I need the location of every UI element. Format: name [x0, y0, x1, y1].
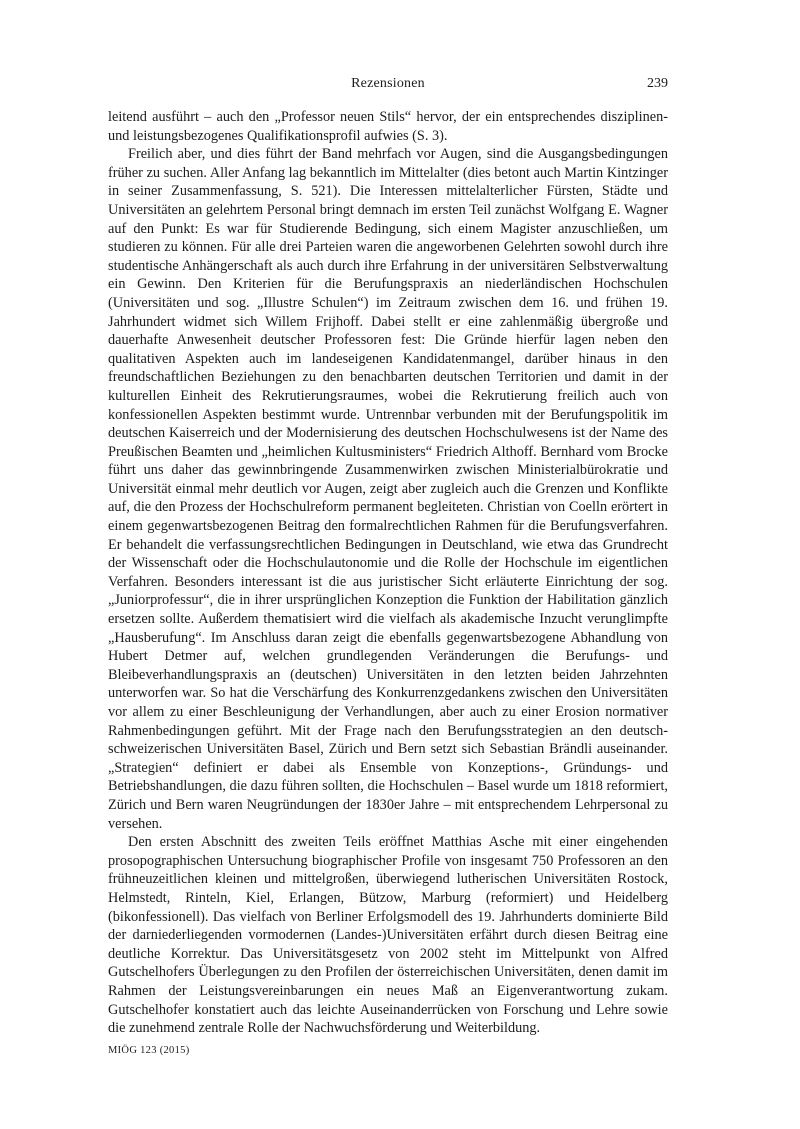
running-title: Rezensionen — [351, 76, 425, 91]
running-head — [108, 76, 668, 96]
paragraph-first-part: Freilich aber, und dies führt der Band mehrfach vor Augen, sind die Ausgangsbedingungen früher zu suchen. Aller Anfang lag bekanntlich im Mittelalter (dies betont auch Martin Kintzinger in seiner Zusammenfassung, S. 521). Die Interessen mittelalterlicher Fürsten, Städte und Universitäten an gelehrtem Personal bringt demnach im ersten Teil zunächst Wolfgang E. Wagner auf den Punkt: Es war für Studierende Bedingung, sich einem Magister anzuschließen, um studieren zu können. Für alle drei Parteien waren die angeworbenen Gelehrten sowohl durch ihre studentische Anhängerschaft als auch durch ihre Erfahrung in der universitären Selbstverwaltung ein Gewinn. Den Kriterien für die Berufungspraxis an niederländischen Hochschulen (Universitäten und sog. „Illustre Schulen“) im Zeitraum zwischen dem 16. und frühen 19. Jahrhundert widmet sich Willem Frijhoff. Dabei stellt er eine zahlenmäßig übergroße und dauerhafte Anwesenheit deutscher Professoren fest: Die Gründe hierfür lagen neben den qualitativen Aspekten auch im landeseigenen Kandidatenmangel, darüber hinaus in den freundschaftlichen Beziehungen zu den benachbarten deutschen Territorien und damit in der kulturellen Einheit des Rekrutierungsraumes, wobei die Rekrutierung freilich auch von konfessionellen Aspekten bestimmt wurde. Untrennbar verbunden mit der Berufungspolitik im deutschen Kaiserreich und der Modernisierung des deutschen Hochschulwesens ist der Name des Preußischen Beamten und „heimlichen Kultusministers“ Friedrich Althoff. Bernhard vom Brocke führt uns daher das gewinnbringende Zusammenwirken zwischen Ministerialbürokratie und Universität einmal mehr deutlich vor Augen, zeigt aber zugleich auch die Grenzen und Konflikte auf, die den Prozess der Hochschulreform permanent begleiteten. Christian von Coelln erörtert in einem gegenwartsbezogenen Beitrag den formalrechtlichen Rahmen für die Berufungsverfahren. Er behandelt die verfassungsrechtlichen Bedingungen in Deutschland, wie etwa das Grundrecht der Wissenschaft oder die Hochschulautonomie und die Rolle der Hochschule im eigentlichen Verfahren. Besonders interessant ist die aus juristischer Sicht erläuterte Einrichtung der sog. „Juniorprofessur“, die in ihrer ursprünglichen Konzeption die Funktion der Habilitation gänzlich ersetzen sollte. Außerdem thematisiert wird die vielfach als akademische Inzucht verunglimpfte „Hausberufung“. Im Anschluss daran zeigt die ebenfalls gegenwartsbezogene Abhandlung von Hubert Detmer auf, welchen grundlegenden Veränderungen die Berufungs- und Bleibeverhandlungspraxis an (deutschen) Universitäten in den letzten beiden Jahrzehnten unterworfen war. So hat die Verschärfung des Konkurrenzgedankens zwischen den Universitäten vor allem zu einer Beschleunigung der Verhandlungen, aber auch zu einer Erosion normativer Rahmenbedingungen geführt. Mit der Frage nach den Berufungsstrategien an den deutsch-schweizerischen Universitäten Basel, Zürich und Bern setzt sich Sebastian Brändli auseinander. „Strategien“ definiert er dabei als Ensemble von Konzeptions-, Gründungs- und Betriebshandlungen, die dazu führen sollten, die Hochschulen – Basel wurde um 1818 reformiert, Zürich und Bern waren Neugründungen der 1830er Jahre – mit entsprechendem Lehrpersonal zu versehen. — [108, 146, 668, 832]
paragraph-second-part: Den ersten Abschnitt des zweiten Teils eröffnet Matthias Asche mit einer eingehenden prosopographischen Untersuchung biographischer Profile von insgesamt 750 Professoren an den frühneuzeitlichen kleinen und mittelgroßen, überwiegend lutherischen Universitäten Rostock, Helmstedt, Rinteln, Kiel, Erlangen, Bützow, Marburg (reformiert) und Heidelberg (bikonfessionell). Das vielfach von Berliner Erfolgsmodell des 19. Jahrhunderts dominierte Bild der darniederliegenden vormodernen (Landes-)Universitäten erfährt durch diesen Beitrag eine deutliche Korrektur. Das Universitätsgesetz von 2002 steht im Mittelpunkt von Alfred Gutschelhofers Überlegungen zu den Profilen der österreichischen Universitäten, denen damit im Rahmen der Leistungsvereinbarungen ein neues Maß an Eigenverantwortung zukam. Gutschelhofer konstatiert auch das leichte Auseinanderrücken von Forschung und Lehre sowie die zunehmend zentrale Rolle der Nachwuchsförderung und Weiterbildung. — [108, 834, 668, 1037]
page-number: 239 — [647, 76, 668, 91]
paragraph-continuation: leitend ausführt – auch den „Professor neuen Stils“ hervor, der ein entsprechendes disziplinen- und leistungsbezogenes Qualifikationsprofil aufwies (S. 3). — [108, 109, 668, 144]
review-body — [108, 108, 668, 1038]
journal-reference: MIÖG 123 (2015) — [108, 1045, 190, 1056]
